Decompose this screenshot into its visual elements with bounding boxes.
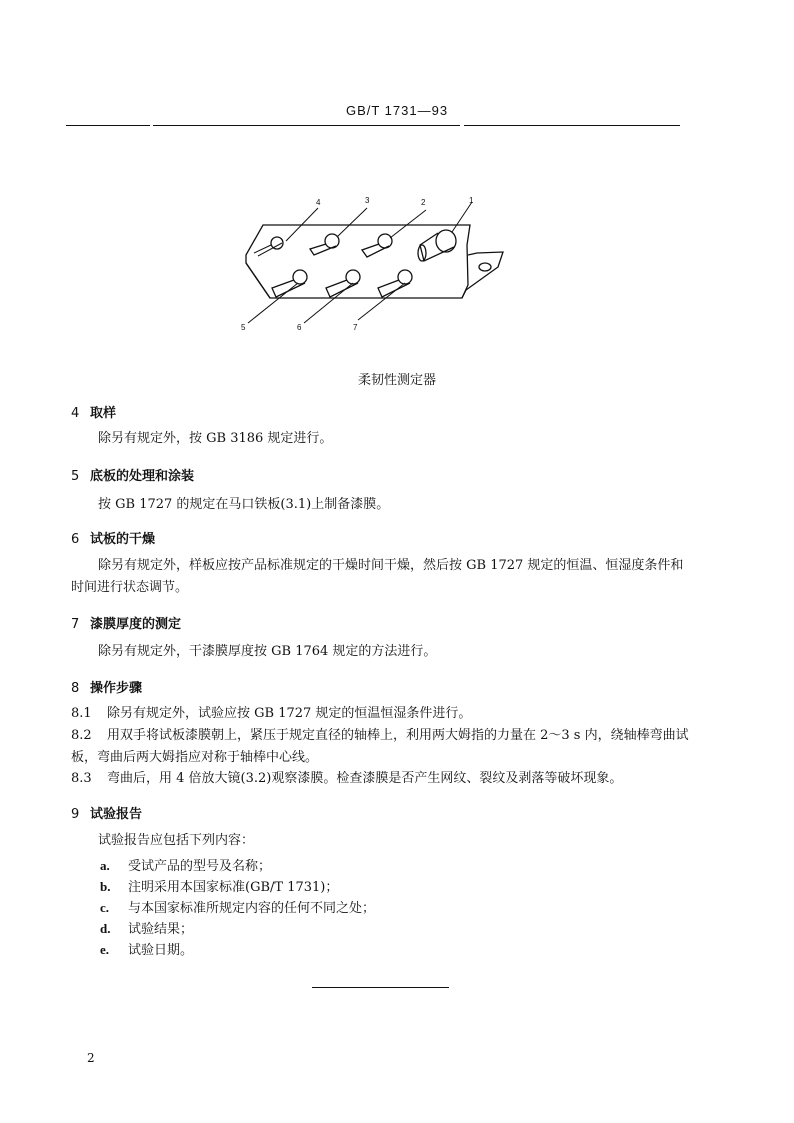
- bracket-hole: [479, 263, 491, 271]
- label-4: 4: [316, 198, 321, 207]
- section-heading: 6 试板的干燥: [71, 532, 156, 547]
- section-heading: 4 取样: [71, 406, 117, 421]
- header-rule-left: [66, 125, 150, 126]
- label-1: 1: [469, 196, 474, 205]
- page-number: 2: [87, 1051, 95, 1065]
- clause-8-1: 8.1 除另有规定外，试验应按 GB 1727 规定的恒温恒湿条件进行。: [71, 706, 472, 721]
- label-2: 2: [421, 198, 426, 207]
- section-heading: 7 漆膜厚度的测定: [71, 617, 182, 632]
- figure-caption: 柔韧性测定器: [357, 373, 436, 388]
- label-3: 3: [365, 196, 370, 205]
- list-item: b. 注明采用本国家标准(GB/T 1731)；: [100, 879, 339, 895]
- report-intro: 试验报告应包括下列内容：: [98, 833, 255, 848]
- label-7: 7: [353, 323, 358, 332]
- end-rule: [312, 987, 449, 988]
- list-item: e. 试验日期。: [100, 942, 194, 958]
- page-header: GB/T 1731—93: [345, 103, 449, 118]
- label-5: 5: [241, 323, 246, 332]
- section-paragraph: 除另有规定外，样板应按产品标准规定的干燥时间干燥，然后按 GB 1727 规定的恒温、恒湿度条件和时间进行状态调节。: [71, 558, 684, 595]
- section-paragraph: 除另有规定外，按 GB 3186 规定进行。: [98, 431, 333, 446]
- header-rule-right: [464, 125, 680, 126]
- section-heading: 9 试验报告: [71, 807, 143, 822]
- clause-8-3: 8.3 弯曲后，用 4 倍放大镜(3.2)观察漆膜。检查漆膜是否产生网纹、裂纹及剥落等破坏现象。: [71, 771, 623, 786]
- section-paragraph: 除另有规定外，干漆膜厚度按 GB 1764 规定的方法进行。: [98, 644, 437, 659]
- header-rule-middle: [153, 125, 460, 126]
- section-heading: 5 底板的处理和涂装: [71, 469, 195, 484]
- list-item: a. 受试产品的型号及名称；: [100, 858, 272, 874]
- list-item: d. 试验结果；: [100, 921, 194, 937]
- label-6: 6: [297, 323, 302, 332]
- clause-8-2: 8.2 用双手将试板漆膜朝上，紧压于规定直径的轴棒上，利用两大姆指的力量在 2～3 s 内，绕轴棒弯曲试板，弯曲后两大姆指应对称于轴棒中心线。: [71, 728, 689, 765]
- flexibility-tester-figure: [240, 195, 520, 335]
- list-item: c. 与本国家标准所规定内容的任何不同之处；: [100, 900, 376, 916]
- section-paragraph: 按 GB 1727 的规定在马口铁板(3.1)上制备漆膜。: [98, 497, 390, 512]
- section-heading: 8 操作步骤: [71, 681, 143, 696]
